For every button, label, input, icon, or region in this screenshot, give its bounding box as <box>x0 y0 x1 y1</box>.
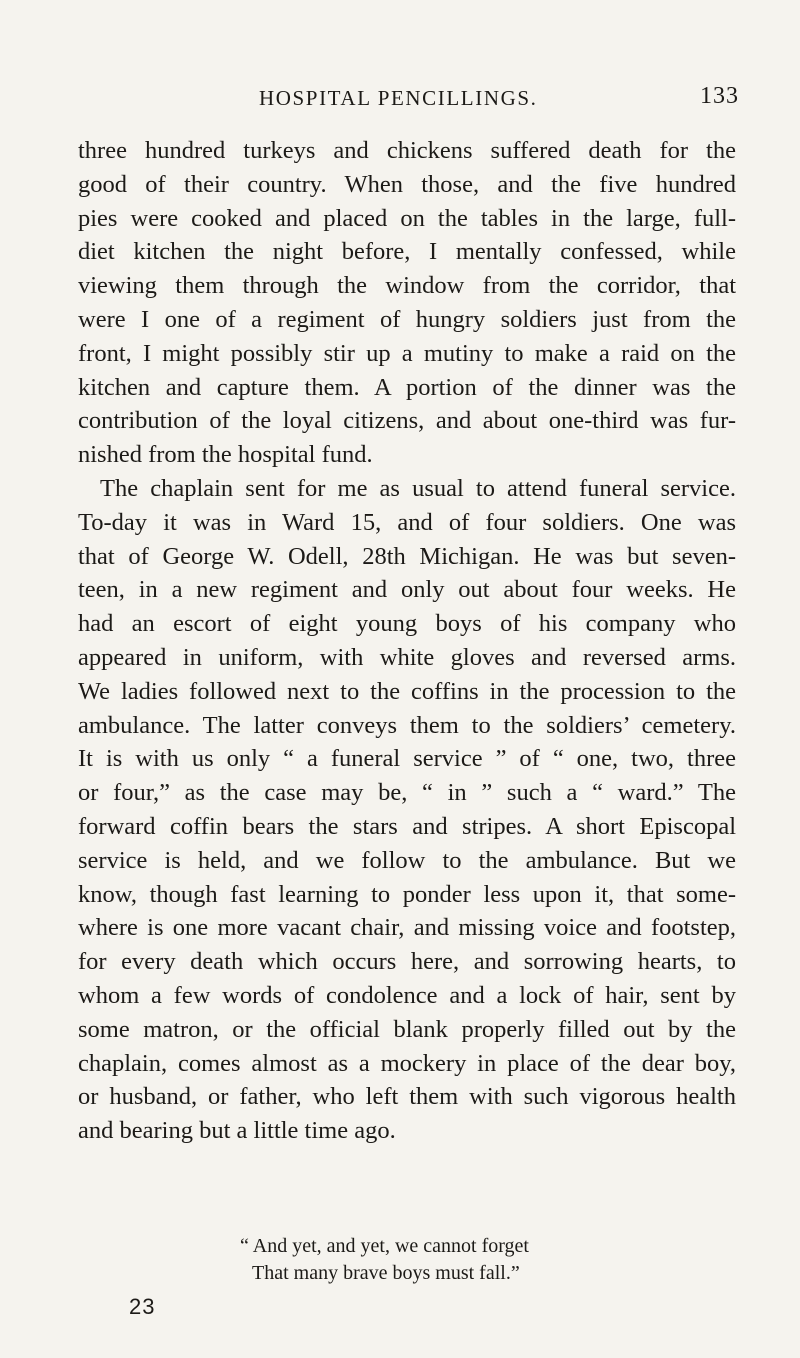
text-line: diet kitchen the night before, I mentally confessed, while <box>78 238 736 266</box>
text-line: where is one more vacant chair, and missing voice and footstep, <box>78 914 736 942</box>
text-line: and bearing but a little time ago. <box>78 1117 396 1145</box>
text-line: The chaplain sent for me as usual to attend funeral service. <box>100 474 736 502</box>
page-number: 133 <box>700 83 739 109</box>
text-line: or four,” as the case may be, “ in ” such a “ ward.” The <box>78 779 736 807</box>
text-line: front, I might possibly stir up a mutiny to make a raid on the <box>78 339 736 367</box>
text-line: service is held, and we follow to the ambulance. But we <box>78 846 736 874</box>
text-line: good of their country. When those, and the five hundred <box>78 170 736 198</box>
text-line: whom a few words of condolence and a lock of hair, sent by <box>78 981 736 1009</box>
text-line: had an escort of eight young boys of his company who <box>78 610 736 638</box>
text-line: forward coffin bears the stars and stripes. A short Episcopal <box>78 812 736 840</box>
text-line: were I one of a regiment of hungry soldiers just from the <box>78 305 736 333</box>
text-line: kitchen and capture them. A portion of the dinner was the <box>78 373 736 401</box>
text-line: viewing them through the window from the corridor, that <box>78 272 736 300</box>
verse-quote <box>240 1233 529 1287</box>
text-line: ambulance. The latter conveys them to the soldiers’ cemetery. <box>78 711 736 739</box>
text-line: chaplain, comes almost as a mockery in place of the dear boy, <box>78 1049 736 1077</box>
text-line: some matron, or the official blank properly filled out by the <box>78 1015 736 1043</box>
signature-mark: 23 <box>129 1294 156 1319</box>
verse-line: That many brave boys must fall.” <box>252 1262 520 1284</box>
text-line: three hundred turkeys and chickens suffered death for the <box>78 137 736 164</box>
text-line: appeared in uniform, with white gloves and reversed arms. <box>78 643 736 671</box>
text-line: To-day it was in Ward 15, and of four soldiers. One was <box>78 508 736 536</box>
text-line: for every death which occurs here, and sorrowing hearts, to <box>78 948 736 976</box>
running-head <box>0 83 800 126</box>
text-line: pies were cooked and placed on the tables in the large, full- <box>78 204 736 232</box>
text-line: We ladies followed next to the coffins in the procession to the <box>78 677 736 705</box>
body-text <box>78 134 736 1148</box>
text-line: nished from the hospital fund. <box>78 441 373 469</box>
text-line: contribution of the loyal citizens, and about one-third was fur- <box>78 407 736 435</box>
text-line: It is with us only “ a funeral service ” of “ one, two, three <box>78 745 736 773</box>
running-title: HOSPITAL PENCILLINGS. <box>259 86 538 110</box>
verse-line: “ And yet, and yet, we cannot forget <box>240 1235 529 1257</box>
text-line: that of George W. Odell, 28th Michigan. He was but seven- <box>78 542 736 570</box>
text-line: know, though fast learning to ponder less upon it, that some- <box>78 880 736 908</box>
text-line: teen, in a new regiment and only out about four weeks. He <box>78 576 736 604</box>
text-line: or husband, or father, who left them with such vigorous health <box>78 1083 736 1111</box>
